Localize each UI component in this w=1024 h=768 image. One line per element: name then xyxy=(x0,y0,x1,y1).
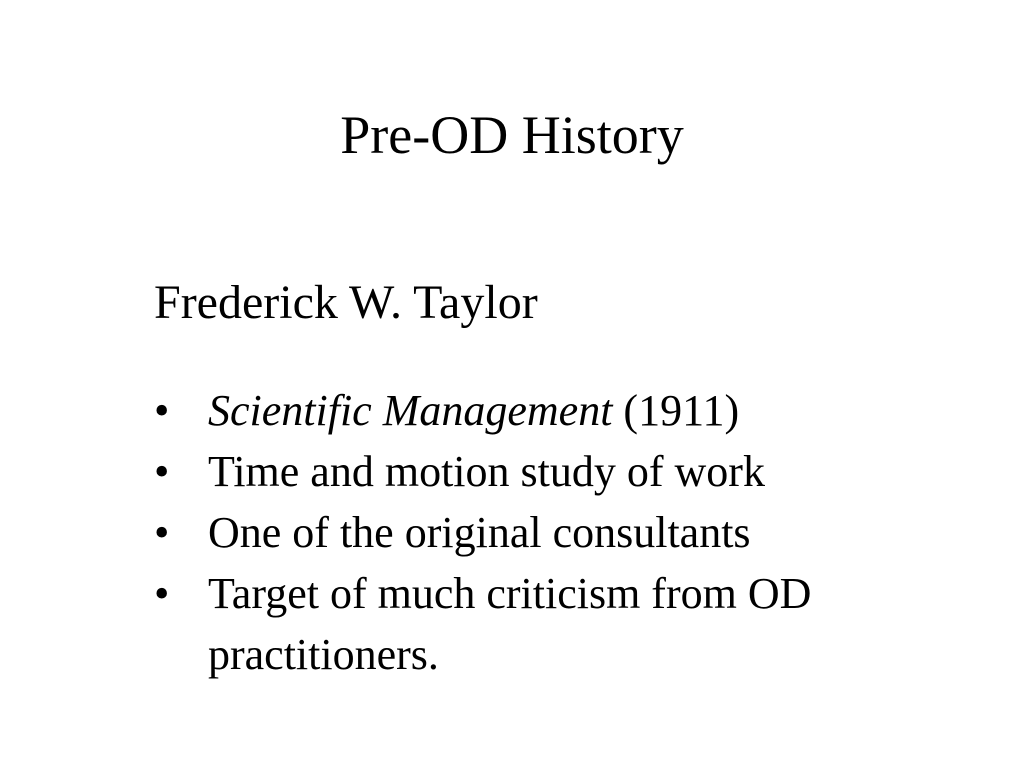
bullet-item xyxy=(154,502,954,563)
bullet-text: Time and motion study of work xyxy=(208,447,765,496)
bullet-item xyxy=(154,563,954,685)
book-title: Scientific Management xyxy=(208,386,613,435)
bullet-icon: • xyxy=(154,569,170,618)
bullet-text: (1911) xyxy=(612,386,740,435)
slide-title: Pre-OD History xyxy=(340,105,684,165)
bullet-item xyxy=(154,380,954,441)
bullet-text: One of the original consultants xyxy=(208,508,751,557)
slide-subheading: Frederick W. Taylor xyxy=(154,276,538,329)
bullet-icon: • xyxy=(154,447,170,496)
bullet-icon: • xyxy=(154,386,170,435)
bullet-list xyxy=(154,380,954,685)
bullet-icon: • xyxy=(154,508,170,557)
bullet-item xyxy=(154,441,954,502)
bullet-text: Target of much criticism from OD practitioners. xyxy=(208,569,812,679)
